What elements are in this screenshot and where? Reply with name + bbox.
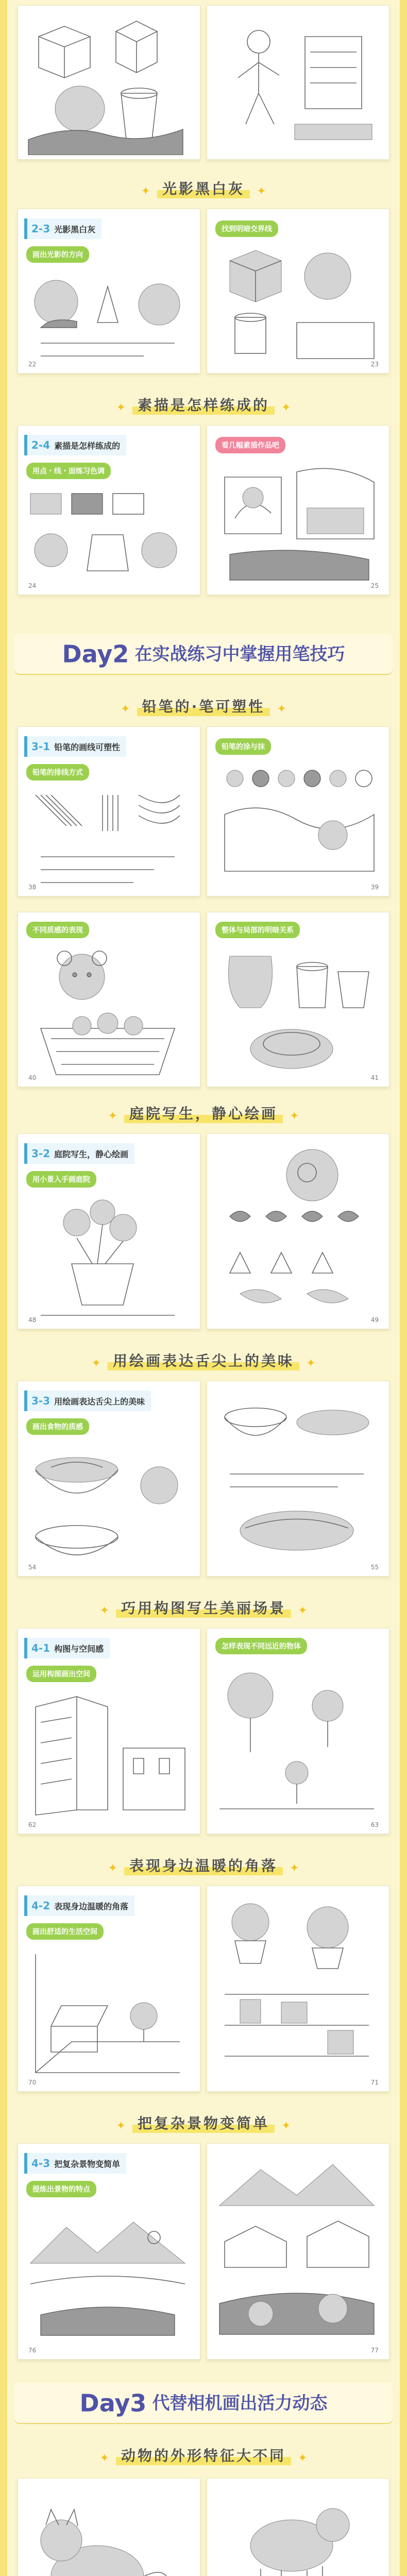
page-4-2-right [207, 1886, 389, 2092]
vase-cup-sketch [209, 941, 384, 1085]
tone-practice-sketch [20, 483, 195, 591]
page-number: 39 [370, 884, 379, 891]
chapter-title: 表现身边温暖的角落 [54, 1901, 129, 1911]
sphere-shading-sketch [20, 266, 195, 369]
spread-chapter-4-1 [18, 1628, 389, 1834]
page-number: 54 [28, 1564, 37, 1571]
page-2-4-left [18, 425, 200, 595]
sparkle-icon: ✦ [116, 2120, 126, 2132]
topic-banner-food [0, 1350, 407, 1370]
page-number: 23 [370, 361, 379, 368]
sparkle-icon: ✦ [141, 185, 150, 198]
sparkle-icon: ✦ [91, 1357, 101, 1370]
page-animal-right [207, 2478, 389, 2576]
page-number: 62 [28, 1821, 37, 1828]
chapter-number: 3-3 [31, 1395, 50, 1407]
chapter-title: 庭院写生，静心绘画 [54, 1149, 129, 1159]
spread-chapter-4-3 [18, 2143, 389, 2360]
noodle-bowl-sketch [20, 1439, 195, 1573]
chapter-heading [24, 435, 126, 455]
topic-title: 把复杂景物变简单 [132, 2112, 275, 2133]
spread-chapter-4-2 [18, 1886, 389, 2092]
page-number: 41 [370, 1074, 379, 1081]
page-number: 55 [370, 1564, 379, 1571]
day-title: 在实战练习中掌握用笔技巧 [134, 643, 345, 665]
page-number: 71 [370, 2079, 379, 2086]
day-title: 代替相机画出活力动态 [152, 2393, 328, 2414]
chapter-heading [24, 1895, 134, 1916]
page-3-2-left [18, 1133, 200, 1329]
topic-banner-pencil [0, 696, 407, 716]
sparkle-icon: ✦ [298, 1604, 308, 1617]
topic-title: 用绘画表达舌尖上的美味 [108, 1350, 299, 1370]
chapter-title: 用绘画表达舌尖上的美味 [54, 1396, 145, 1406]
page-number: 25 [370, 582, 379, 589]
flower-pot-sketch [20, 1192, 195, 1326]
right-border-strip [400, 0, 407, 2576]
section-tag: 看几幅素描作品吧 [215, 437, 285, 453]
chapter-number: 3-1 [31, 740, 50, 753]
page-number: 76 [28, 2347, 37, 2354]
plants-shelf-sketch [209, 1891, 384, 2087]
sparkle-icon: ✦ [281, 2120, 291, 2132]
sparkle-icon: ✦ [306, 1357, 316, 1370]
chapter-heading [24, 218, 101, 239]
page-4-2-left [18, 1886, 200, 2092]
topic-banner-simplify [0, 2112, 407, 2133]
building-perspective-sketch [20, 1686, 195, 1831]
chapter-title: 素描是怎样练成的 [54, 440, 121, 451]
topic-title: 素描是怎样练成的 [132, 394, 275, 415]
page-number: 77 [370, 2347, 379, 2354]
trees-depth-sketch [209, 1659, 384, 1824]
spread-animals [18, 2478, 389, 2576]
page-intro-right [207, 5, 389, 160]
section-tag: 整体与局部的明暗关系 [215, 922, 300, 938]
spread-intro [18, 5, 389, 160]
page-number: 40 [28, 1074, 37, 1081]
topic-banner-composition [0, 1597, 407, 1618]
chapter-number: 4-2 [31, 1900, 50, 1912]
page-3-3-left [18, 1381, 200, 1577]
sparkle-icon: ✦ [290, 1110, 299, 1123]
page-2-4-right [207, 425, 389, 595]
spread-chapter-3-1 [18, 726, 389, 896]
page-3-1-left [18, 726, 200, 896]
chapter-title: 铅笔的画线可塑性 [54, 742, 121, 752]
sparkle-icon: ✦ [298, 2452, 308, 2465]
page-2-3-right [207, 209, 389, 374]
leaf-study-sketch [209, 1139, 384, 1325]
section-tag: 铅笔的涂与抹 [215, 738, 271, 755]
topic-banner-garden [0, 1103, 407, 1123]
section-tag: 用小景入手画庭院 [26, 1171, 96, 1188]
dog-bird-sketch [209, 2484, 384, 2576]
sparkle-icon: ✦ [281, 401, 291, 414]
section-tag: 铅笔的排线方式 [26, 764, 89, 781]
page-number: 24 [28, 582, 37, 589]
topic-title: 光影黑白灰 [157, 178, 250, 198]
page-number: 48 [28, 1316, 37, 1324]
left-border-strip [0, 0, 7, 2576]
page-texture-left [18, 912, 200, 1087]
spread-textures [18, 912, 389, 1087]
chapter-number: 4-1 [31, 1642, 50, 1654]
spread-chapter-3-3 [18, 1381, 389, 1577]
day2-banner [14, 634, 393, 674]
section-tag: 运用构图画出空间 [26, 1666, 96, 1682]
sparkle-icon: ✦ [108, 1862, 117, 1875]
chapter-heading [24, 1638, 110, 1658]
section-tag: 画出食物的质感 [26, 1418, 89, 1435]
section-tag: 画出舒适的生活空间 [26, 1923, 104, 1940]
page-3-3-right [207, 1381, 389, 1577]
room-corner-sketch [20, 1944, 195, 2088]
sparkle-icon: ✦ [290, 1862, 299, 1875]
day-word: Day3 [79, 2389, 147, 2417]
spread-chapter-3-2 [18, 1133, 389, 1329]
chapter-heading [24, 1391, 151, 1411]
topic-banner-animal [0, 2445, 407, 2465]
chapter-heading [24, 2153, 126, 2174]
sketch-artworks [209, 456, 384, 590]
section-tag: 提炼出景物的特点 [26, 2181, 96, 2197]
section-tag: 不同质感的表现 [26, 922, 89, 938]
page-4-3-right [207, 2143, 389, 2360]
sparkle-icon: ✦ [121, 703, 130, 716]
sparkle-icon: ✦ [277, 703, 286, 716]
page-3-2-right [207, 1133, 389, 1329]
food-detail-sketch [209, 1386, 384, 1572]
section-tag: 画出光影的方向 [26, 246, 89, 263]
chapter-number: 2-3 [31, 223, 50, 235]
page-texture-right [207, 912, 389, 1087]
sparkle-icon: ✦ [99, 1604, 109, 1617]
topic-title: 巧用构图写生美丽场景 [116, 1597, 291, 1618]
teddy-bear-basket-sketch [20, 941, 195, 1085]
chapter-number: 3-2 [31, 1147, 50, 1160]
cube-cylinder-sketch [209, 240, 384, 369]
topic-banner-how-sketch [0, 394, 407, 415]
topic-banner-light-shadow [0, 178, 407, 198]
sparkle-icon: ✦ [108, 1110, 117, 1123]
page-2-3-left [18, 209, 200, 374]
sparkle-icon: ✦ [257, 185, 266, 198]
topic-title: 动物的外形特征大不同 [116, 2445, 291, 2465]
page-4-1-left [18, 1628, 200, 1834]
topic-title: 表现身边温暖的角落 [124, 1855, 283, 1875]
section-tag: 找到明暗交界线 [215, 221, 278, 237]
page-number: 63 [370, 1821, 379, 1828]
page-number: 22 [28, 361, 37, 368]
landscape-sketch [20, 2201, 195, 2356]
cat-sketch [20, 2484, 195, 2576]
chapter-title: 构图与空间感 [54, 1643, 104, 1654]
page-number: 38 [28, 884, 37, 891]
spread-chapter-2-4 [18, 425, 389, 595]
page-intro-left [18, 5, 200, 160]
chapter-number: 4-3 [31, 2157, 50, 2170]
day-word: Day2 [62, 640, 129, 668]
section-tag: 怎样表现不同远近的物体 [215, 1638, 307, 1654]
sparkle-icon: ✦ [99, 2452, 109, 2465]
figure-sketch [207, 6, 382, 155]
chapter-title: 光影黑白灰 [54, 224, 96, 234]
page-3-1-right [207, 726, 389, 896]
chapter-number: 2-4 [31, 439, 50, 451]
page-4-3-left [18, 2143, 200, 2360]
page-number: 49 [370, 1316, 379, 1324]
still-life-sketch [18, 6, 193, 155]
spread-chapter-2-3 [18, 209, 389, 374]
sparkle-icon: ✦ [116, 401, 126, 414]
page-number: 70 [28, 2079, 37, 2086]
page-4-1-right [207, 1628, 389, 1834]
topic-title: 庭院写生，静心绘画 [124, 1103, 283, 1123]
topic-title: 铅笔的·笔可塑性 [137, 696, 270, 716]
mountains-village-sketch [209, 2149, 384, 2355]
chapter-title: 把复杂景物变简单 [54, 2159, 121, 2169]
chapter-heading [24, 736, 126, 757]
pencil-blend-sketch [209, 758, 384, 892]
pencil-hatching-sketch [20, 785, 195, 893]
topic-banner-corner [0, 1855, 407, 1875]
section-tag: 用点・线・面练习色调 [26, 463, 111, 479]
page-animal-left [18, 2478, 200, 2576]
chapter-heading [24, 1143, 134, 1164]
day3-banner [14, 2383, 393, 2423]
